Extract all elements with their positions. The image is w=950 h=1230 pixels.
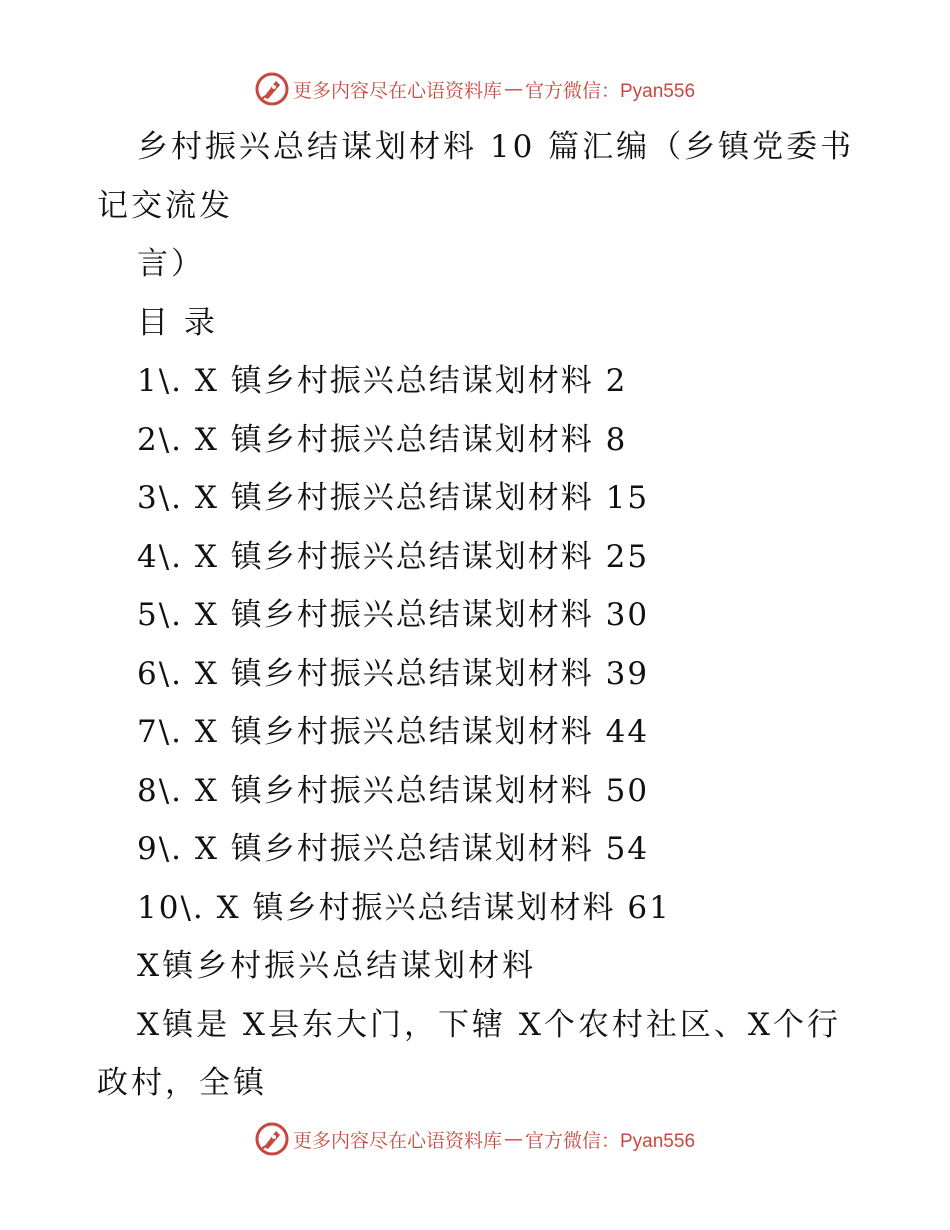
footer-watermark <box>0 1119 950 1159</box>
toc-item-8[interactable]: 8\. X 镇乡村振兴总结谋划材料 50 <box>137 772 650 809</box>
document-title-line-1: 乡村振兴总结谋划材料 10 篇汇编（乡镇党委书 <box>137 129 855 165</box>
toc-item-10[interactable]: 10\. X 镇乡村振兴总结谋划材料 61 <box>137 889 671 926</box>
body-paragraph-line-1: X镇是 X县东大门，下辖 X个农村社区、X个行 <box>137 1006 841 1043</box>
watermark-separator: — <box>504 78 523 100</box>
toc-item-9[interactable]: 9\. X 镇乡村振兴总结谋划材料 54 <box>137 831 650 867</box>
pen-nib-logo-icon <box>255 1122 289 1156</box>
toc-item-1[interactable]: 1\. X 镇乡村振兴总结谋划材料 2 <box>137 363 628 399</box>
toc-item-4[interactable]: 4\. X 镇乡村振兴总结谋划材料 25 <box>137 538 650 575</box>
toc-heading: 目 录 <box>137 304 218 341</box>
watermark-text: 更多内容尽在心语资料库 <box>292 79 502 102</box>
document-body <box>97 118 867 1113</box>
section-heading: X镇乡村振兴总结谋划材料 <box>137 948 537 984</box>
watermark-contact: 官方微信：Pyan556 <box>525 1130 696 1152</box>
document-title-line-3: 言） <box>137 246 205 282</box>
toc-item-3[interactable]: 3\. X 镇乡村振兴总结谋划材料 15 <box>137 480 650 516</box>
document-title-line-2: 记交流发 <box>97 187 233 224</box>
watermark-separator: — <box>504 1128 523 1150</box>
toc-item-6[interactable]: 6\. X 镇乡村振兴总结谋划材料 39 <box>137 655 650 692</box>
body-paragraph-line-2: 政村，全镇 <box>97 1065 267 1101</box>
header-watermark <box>0 69 950 109</box>
pen-nib-logo-icon <box>255 72 289 106</box>
toc-item-2[interactable]: 2\. X 镇乡村振兴总结谋划材料 8 <box>137 421 628 458</box>
watermark-contact: 官方微信：Pyan556 <box>525 80 696 102</box>
toc-item-7[interactable]: 7\. X 镇乡村振兴总结谋划材料 44 <box>137 714 650 750</box>
watermark-text: 更多内容尽在心语资料库 <box>292 1129 502 1152</box>
toc-item-5[interactable]: 5\. X 镇乡村振兴总结谋划材料 30 <box>137 597 650 633</box>
